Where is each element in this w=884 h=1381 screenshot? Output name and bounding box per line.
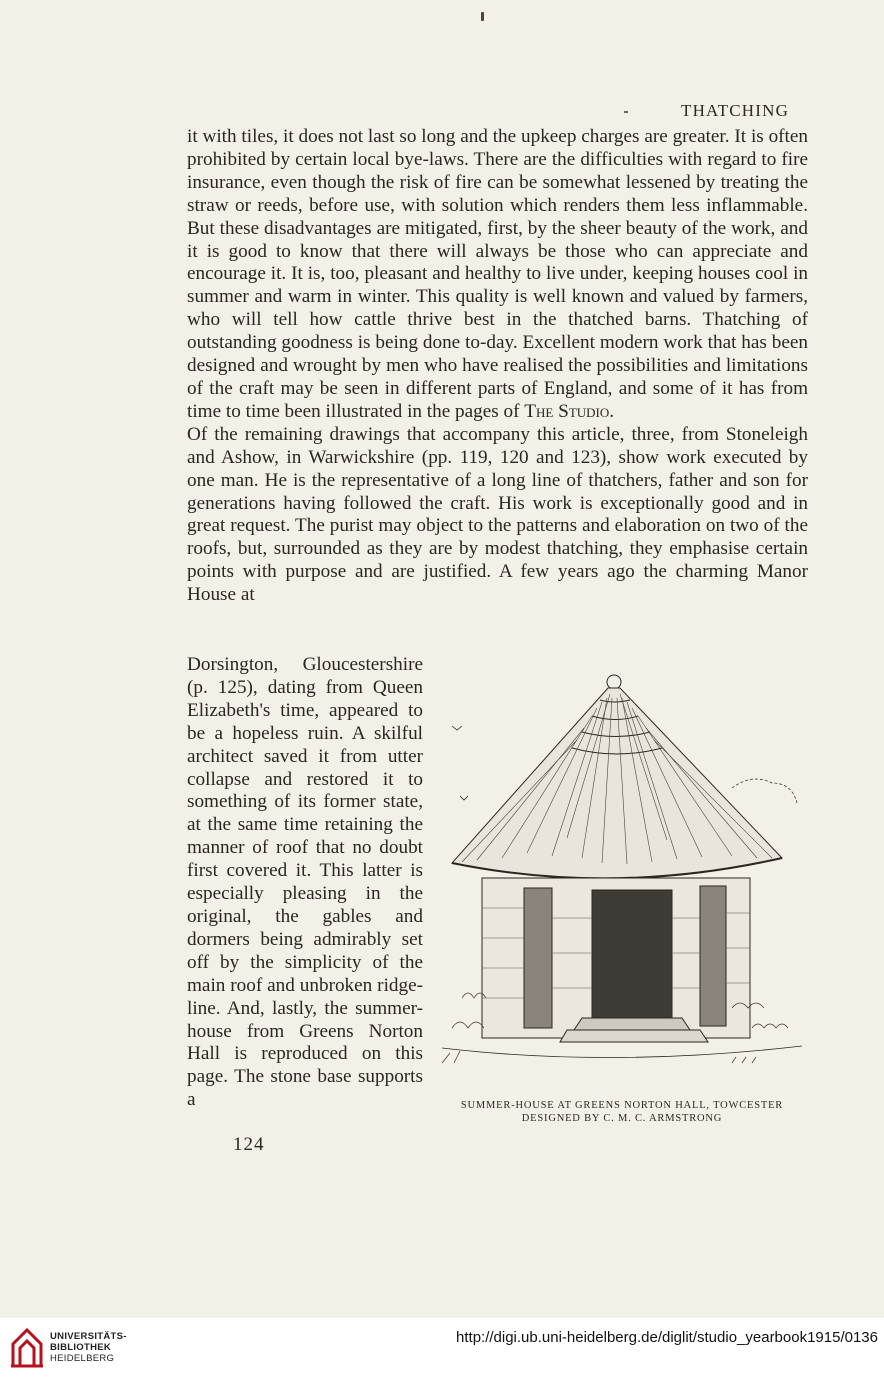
paragraph-1: it with tiles, it does not last so long and the upkeep charges are greater. It is often prohibited by certain local bye-laws. There are the difficulties with regard to fire insurance, even though the risk of fire can be somewhat lessened by treating the straw or reeds, before use, with solution which renders them less inflammable. But these disadvantages are mitigated, first, by the sheer beauty of the work, and it is good to know that there will always be those who can appreciate and encourage it. It is, too, pleasant and healthy to live under, keeping houses cool in summer and warm in winter. This quality is well known and valued by farmers, who will tell how cattle thrive best in the thatched barns. Thatching of outstanding goodness is being done to-day. Excellent modern work that has been designed and wrought by men who have realised the possibilities and limitations of the craft may be seen in different parts of England, and some of it has from time to time been illustrated in the pages of The Studio. <box>187 126 808 422</box>
steps <box>574 1018 690 1030</box>
running-head: THATCHING <box>681 101 790 120</box>
ink-speck <box>481 12 484 21</box>
caption-line-2: DESIGNED BY C. M. C. ARMSTRONG <box>521 1113 723 1124</box>
studio-title: The Studio <box>524 400 610 422</box>
digitization-footer <box>0 1318 884 1381</box>
ground <box>442 1046 802 1058</box>
background-trees <box>732 779 797 803</box>
page-number: 124 <box>233 1134 265 1155</box>
thatched-roof <box>452 688 782 878</box>
university-library-logo-icon <box>9 1326 45 1370</box>
summer-house-illustration <box>432 668 812 1094</box>
doorway <box>592 890 672 1018</box>
stone-pillar <box>700 886 726 1026</box>
source-url-link[interactable]: http://digi.ub.uni-heidelberg.de/diglit/studio_yearbook1915/0136 <box>456 1329 878 1346</box>
caption-line-1: SUMMER-HOUSE AT GREENS NORTON HALL, TOWCESTER <box>460 1100 784 1111</box>
paragraph-2: Of the remaining drawings that accompany this article, three, from Stoneleigh and Ashow, in Warwickshire (pp. 119, 120 and 123), show work executed by one man. He is the representative of a long line of thatchers, father and son for generations having followed the craft. His work is exceptionally good and in great request. The purist may object to the patterns and elaboration on two of the roofs, but, surrounded as they are by modest thatching, they emphasise certain points with purpose and are justified. A few years ago the charming Manor House at <box>187 423 808 606</box>
stone-pillar <box>524 888 552 1028</box>
library-name: UNIVERSITÄTS- BIBLIOTHEK HEIDELBERG <box>50 1331 127 1364</box>
figure-caption <box>436 1099 808 1125</box>
body-text-full-width <box>187 126 808 607</box>
body-text-narrow-column: Dorsington, Gloucestershire (p. 125), dating from Queen Elizabeth's time, appeared to be a hopeless ruin. A skilful architect saved it from utter collapse and restored it to something of its former state, at the same time retaining the manner of roof that no doubt first covered it. This latter is especially pleasing in the original, the gables and dormers being admirably set off by the simplicity of the main roof and unbroken ridge-line. And, lastly, the summer-house from Greens Norton Hall is reproduced on this page. The stone base supports a <box>187 654 423 1111</box>
roof-finial <box>607 675 621 689</box>
ink-speck <box>624 111 628 113</box>
